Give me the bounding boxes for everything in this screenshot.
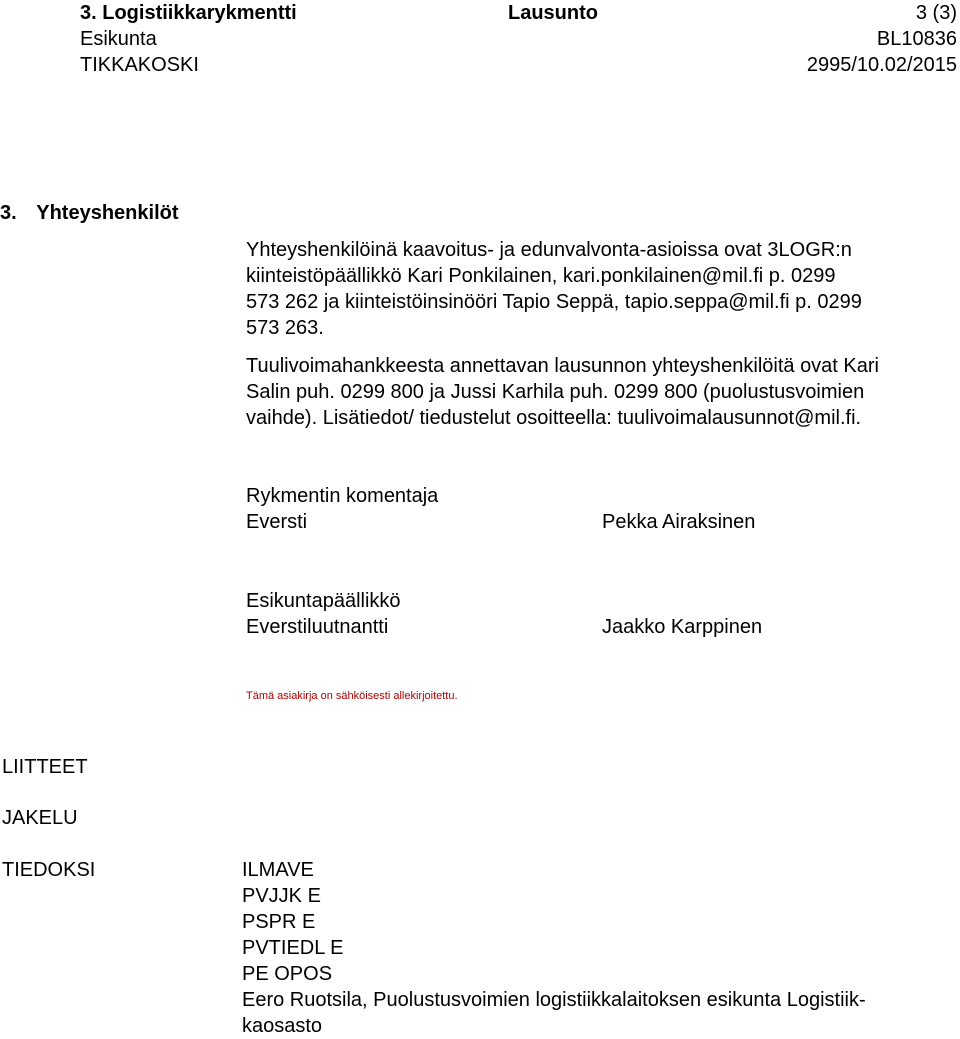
paragraph-line: 573 262 ja kiinteistöinsinööri Tapio Seppä, tapio.seppa@mil.fi p. 0299 <box>246 291 862 313</box>
paragraph-line: kiinteistöpäällikkö Kari Ponkilainen, kari.ponkilainen@mil.fi p. 0299 <box>246 265 836 287</box>
section-heading <box>0 200 179 226</box>
page-number: 3 (3) <box>915 2 957 24</box>
recipient: PVTIEDL E <box>242 937 344 959</box>
doc-number: BL10836 <box>876 28 957 50</box>
signer1-name: Pekka Airaksinen <box>602 511 756 533</box>
distribution-label: JAKELU <box>2 807 78 829</box>
section-number: 3. <box>0 202 17 224</box>
recipient: PE OPOS <box>242 963 333 985</box>
recipient: PVJJK E <box>242 885 321 907</box>
paragraph-line: 573 263. <box>246 317 324 339</box>
for-info-recipients <box>242 857 866 1039</box>
recipient: PSPR E <box>242 911 316 933</box>
signer2-title: Esikuntapäällikkö <box>246 590 401 612</box>
contacts-paragraph <box>246 237 960 341</box>
org-name: 3. Logistiikkarykmentti <box>80 2 297 24</box>
paragraph-line: vaihde). Lisätiedot/ tiedustelut osoitteella: tuulivoimalausunnot@mil.fi. <box>246 407 862 429</box>
paragraph-line: Yhteyshenkilöinä kaavoitus- ja edunvalvonta-asioissa ovat 3LOGR:n <box>246 239 852 261</box>
doc-type: Lausunto <box>508 2 598 24</box>
paragraph-line: Salin puh. 0299 800 ja Jussi Karhila puh. 0299 800 (puolustusvoimien <box>246 381 865 403</box>
e-signature-note: Tämä asiakirja on sähköisesti allekirjoitettu. <box>246 690 458 702</box>
recipient: ILMAVE <box>242 859 314 881</box>
recipient: Eero Ruotsila, Puolustusvoimien logistiikkalaitoksen esikunta Logistiik- <box>242 989 866 1011</box>
signer2-name: Jaakko Karppinen <box>602 616 763 638</box>
attachments-label: LIITTEET <box>2 756 88 778</box>
signer1-title: Rykmentin komentaja <box>246 485 439 507</box>
wind-power-contacts-paragraph <box>246 353 960 431</box>
signer1-rank: Eversti <box>246 511 308 533</box>
section-title: Yhteyshenkilöt <box>36 202 179 224</box>
date-reference: 2995/10.02/2015 <box>806 54 957 76</box>
org-unit: Esikunta <box>80 28 157 50</box>
recipient: kaosasto <box>242 1015 323 1037</box>
signer2-rank: Everstiluutnantti <box>246 616 389 638</box>
org-location: TIKKAKOSKI <box>80 54 199 76</box>
paragraph-line: Tuulivoimahankkeesta annettavan lausunnon yhteyshenkilöitä ovat Kari <box>246 355 879 377</box>
for-info-label: TIEDOKSI <box>2 859 96 881</box>
